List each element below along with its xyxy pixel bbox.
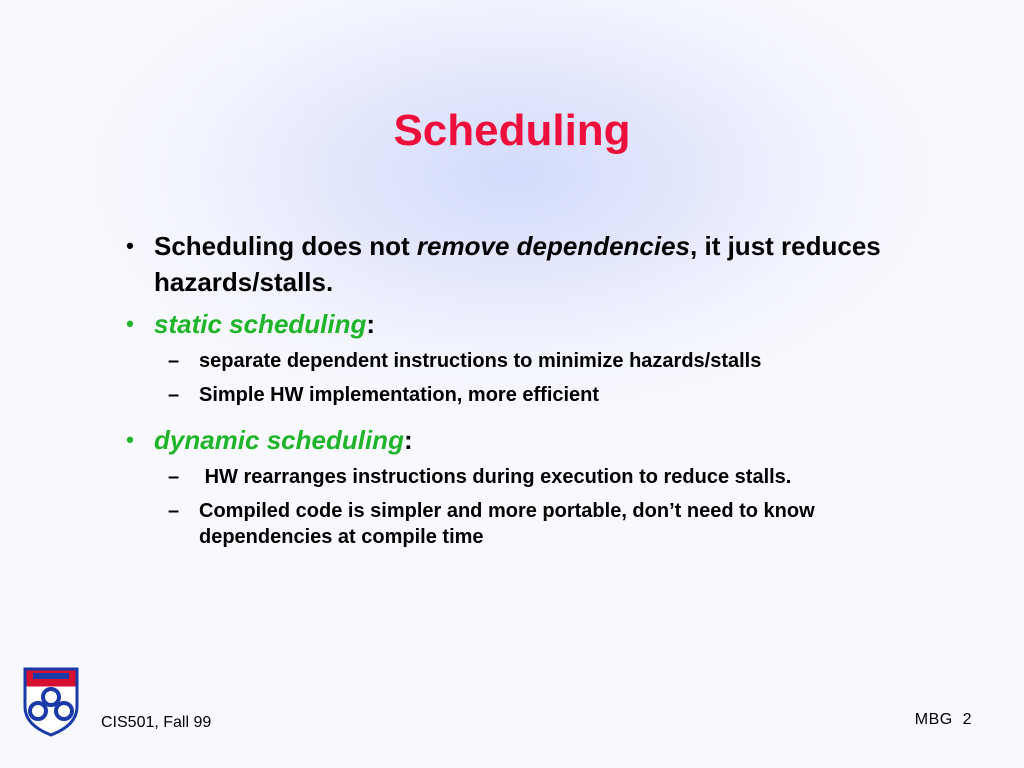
dash-symbol: – <box>168 350 180 372</box>
bullet-2-colon: : <box>366 309 376 339</box>
bullet-2-sub-1 <box>118 348 918 374</box>
bullet-3-sub-2-text: Compiled code is simpler and more portable, don’t need to know dependencies at compile time <box>199 500 815 548</box>
bullet-1-text-after: , it just reduces hazards/stalls. <box>154 231 881 297</box>
footer-course: CIS501, Fall 99 <box>101 714 212 731</box>
footer-page: MBG 2 <box>914 711 972 728</box>
bullet-1-emphasis: remove dependencies <box>416 231 691 261</box>
bullet-3 <box>118 422 918 458</box>
dash-symbol: – <box>168 500 180 522</box>
bullet-3-sub-2 <box>118 498 918 550</box>
bullet-2-sublist <box>118 348 918 408</box>
bullet-2 <box>118 306 918 342</box>
penn-shield-logo-icon <box>23 667 79 737</box>
bullet-2-sub-2 <box>118 382 918 408</box>
bullet-1 <box>118 228 918 300</box>
bullet-3-sublist <box>118 464 918 550</box>
dash-symbol: – <box>168 384 180 406</box>
bullet-symbol: • <box>126 233 134 258</box>
bullet-3-colon: : <box>403 425 413 455</box>
bullet-3-sub-1 <box>118 464 918 490</box>
bullet-symbol: • <box>126 427 134 452</box>
bullet-2-heading: static scheduling <box>154 309 367 339</box>
bullet-1-text-before: Scheduling does not <box>154 231 417 261</box>
slide-title: Scheduling <box>393 106 631 155</box>
slide-content <box>118 228 918 564</box>
bullet-3-heading: dynamic scheduling <box>154 425 404 455</box>
bullet-2-sub-1-text: separate dependent instructions to minimize hazards/stalls <box>199 350 762 372</box>
bullet-2-sub-2-text: Simple HW implementation, more efficient <box>199 384 600 406</box>
dash-symbol: – <box>168 466 180 488</box>
bullet-symbol: • <box>126 311 134 336</box>
bullet-3-sub-1-text: HW rearranges instructions during execution to reduce stalls. <box>199 466 792 488</box>
